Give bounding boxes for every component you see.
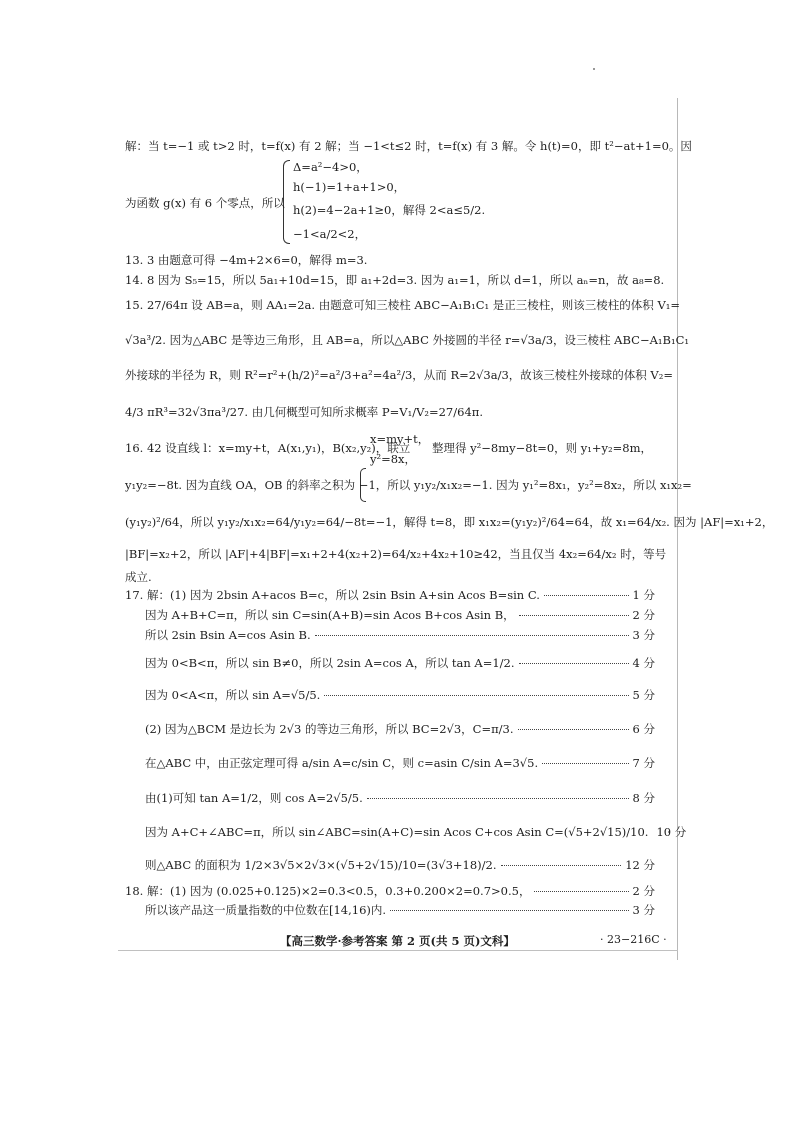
step-score: 12 分 (625, 858, 655, 872)
answer-15-line-2: √3a³/2. 因为△ABC 是等边三角形，且 AB=a，所以△ABC 外接圆的半径 r=√3a/3，设三棱柱 ABC−A₁B₁C₁ (125, 333, 689, 347)
step-row (145, 656, 655, 670)
dot-leader (534, 891, 628, 892)
step-text: 因为 0<B<π，所以 sin B≠0，所以 2sin A=cos A，所以 tan A=1/2. (145, 656, 515, 670)
condition-1: Δ=a²−4>0， (293, 160, 368, 174)
scan-speck (593, 68, 595, 70)
answer-16-system-1: x=my+t， (370, 432, 430, 446)
step-row (145, 756, 655, 770)
answer-13: 13. 3 由题意可得 −4m+2×6=0，解得 m=3. (125, 253, 368, 267)
step-score: 3 分 (632, 628, 655, 642)
dot-leader (519, 663, 629, 664)
dot-leader (518, 729, 629, 730)
step-text: 17. 解：(1) 因为 2bsin A+acos B=c，所以 2sin Bsin A+sin Acos B=sin C. (125, 588, 540, 602)
page-footer: 【高三数学·参考答案 第 2 页(共 5 页)文科】 (280, 934, 515, 948)
step-text: 因为 A+B+C=π，所以 sin C=sin(A+B)=sin Acos B+cos Asin B， (145, 608, 515, 622)
dot-leader (390, 910, 628, 911)
dot-leader (519, 615, 629, 616)
step-text: 因为 0<A<π，所以 sin A=√5/5. (145, 688, 321, 702)
answer-16-system-2: y²=8x， (370, 452, 417, 466)
answer-15-line-1: 15. 27/64π 设 AB=a，则 AA₁=2a. 由题意可知三棱柱 ABC−A₁B₁C₁ 是正三棱柱，则该三棱柱的体积 V₁= (125, 298, 681, 312)
step-score: 4 分 (632, 656, 655, 670)
step-row (145, 858, 655, 872)
dot-leader (315, 635, 629, 636)
condition-4: −1<a/2<2， (293, 227, 367, 241)
step-text: 则△ABC 的面积为 1/2×3√5×2√3×(√5+2√15)/10=(3√3+18)/2. (145, 858, 497, 872)
dot-leader (501, 865, 622, 866)
step-row (145, 608, 655, 622)
solution-12-line-1: 解：当 t=−1 或 t>2 时，t=f(x) 有 2 解；当 −1<t≤2 时，t=f(x) 有 3 解。令 h(t)=0，即 t²−at+1=0。因 (125, 139, 692, 153)
step-row (145, 628, 655, 642)
step-text: 所以该产品这一质量指数的中位数在[14,16)内. (145, 903, 387, 917)
step-score: 1 分 (632, 588, 655, 602)
answer-16-line-1c: 整理得 y²−8my−8t=0，则 y₁+y₂=8m， (432, 441, 653, 455)
step-score: 2 分 (632, 884, 655, 898)
footer-rule (118, 950, 678, 951)
dot-leader (542, 763, 628, 764)
condition-3: h(2)=4−2a+1≥0，解得 2<a≤5/2. (293, 203, 486, 217)
dot-leader (367, 798, 629, 799)
answer-16-line-1a: 16. 42 设直线 l：x=my+t，A(x₁,y₁)，B(x₂,y₂)，联立 (125, 441, 411, 455)
step-row (145, 791, 655, 805)
step-row (125, 588, 655, 602)
step-text: 所以 2sin Bsin A=cos Asin B. (145, 628, 311, 642)
step-score: 8 分 (632, 791, 655, 805)
answer-16-line-4: |BF|=x₂+2，所以 |AF|+4|BF|=x₁+2+4(x₂+2)=64/x₂+4x₂+10≥42，当且仅当 4x₂=64/x₂ 时，等号 (125, 547, 667, 561)
step-score: 5 分 (632, 688, 655, 702)
answer-16-line-2: y₁y₂=−8t. 因为直线 OA，OB 的斜率之积为 −1，所以 y₁y₂/x₁x₂=−1. 因为 y₁²=8x₁，y₂²=8x₂，所以 x₁x₂= (125, 478, 692, 492)
step-text: 18. 解：(1) 因为 (0.025+0.125)×2=0.3<0.5，0.3+0.200×2=0.7>0.5， (125, 884, 531, 898)
answer-15-line-4: 4/3 πR³=32√3πa³/27. 由几何概型可知所求概率 P=V₁/V₂=27/64π. (125, 405, 483, 419)
condition-2: h(−1)=1+a+1>0， (293, 180, 406, 194)
step-row (145, 825, 687, 839)
solution-12-line-2: 为函数 g(x) 有 6 个零点，所以 (125, 196, 285, 210)
step-text: 因为 A+C+∠ABC=π，所以 sin∠ABC=sin(A+C)=sin Acos C+cos Asin C=(√5+2√15)/10. (145, 825, 649, 839)
dot-leader (544, 595, 629, 596)
dot-leader (324, 695, 628, 696)
step-score: 3 分 (632, 903, 655, 917)
step-text: 在△ABC 中，由正弦定理可得 a/sin A=c/sin C，则 c=asin C/sin A=3√5. (145, 756, 539, 770)
answer-14: 14. 8 因为 S₅=15，所以 5a₁+10d=15，即 a₁+2d=3. 因为 a₁=1，所以 d=1，所以 aₙ=n，故 a₈=8. (125, 273, 665, 287)
step-score: 6 分 (632, 722, 655, 736)
answer-15-line-3: 外接球的半径为 R，则 R²=r²+(h/2)²=a²/3+a²=4a²/3，从而 R=2√3a/3，故该三棱柱外接球的体积 V₂= (125, 368, 673, 382)
step-row (145, 903, 655, 917)
step-row (145, 688, 655, 702)
step-row (125, 884, 655, 898)
step-score: 7 分 (632, 756, 655, 770)
answer-16-line-3: (y₁y₂)²/64，所以 y₁y₂/x₁x₂=64/y₁y₂=64/−8t=−1，解得 t=8，即 x₁x₂=(y₁y₂)²/64=64，故 x₁=64/x₂. 因为 |AF|=x₁+2， (125, 515, 774, 529)
step-score: 10 分 (656, 825, 687, 839)
step-row (145, 722, 655, 736)
step-text: (2) 因为△BCM 是边长为 2√3 的等边三角形，所以 BC=2√3，C=π/3. (145, 722, 514, 736)
answer-16-line-5: 成立. (125, 570, 152, 584)
document-code: · 23−216C · (600, 933, 667, 946)
step-text: 由(1)可知 tan A=1/2，则 cos A=2√5/5. (145, 791, 363, 805)
step-score: 2 分 (632, 608, 655, 622)
